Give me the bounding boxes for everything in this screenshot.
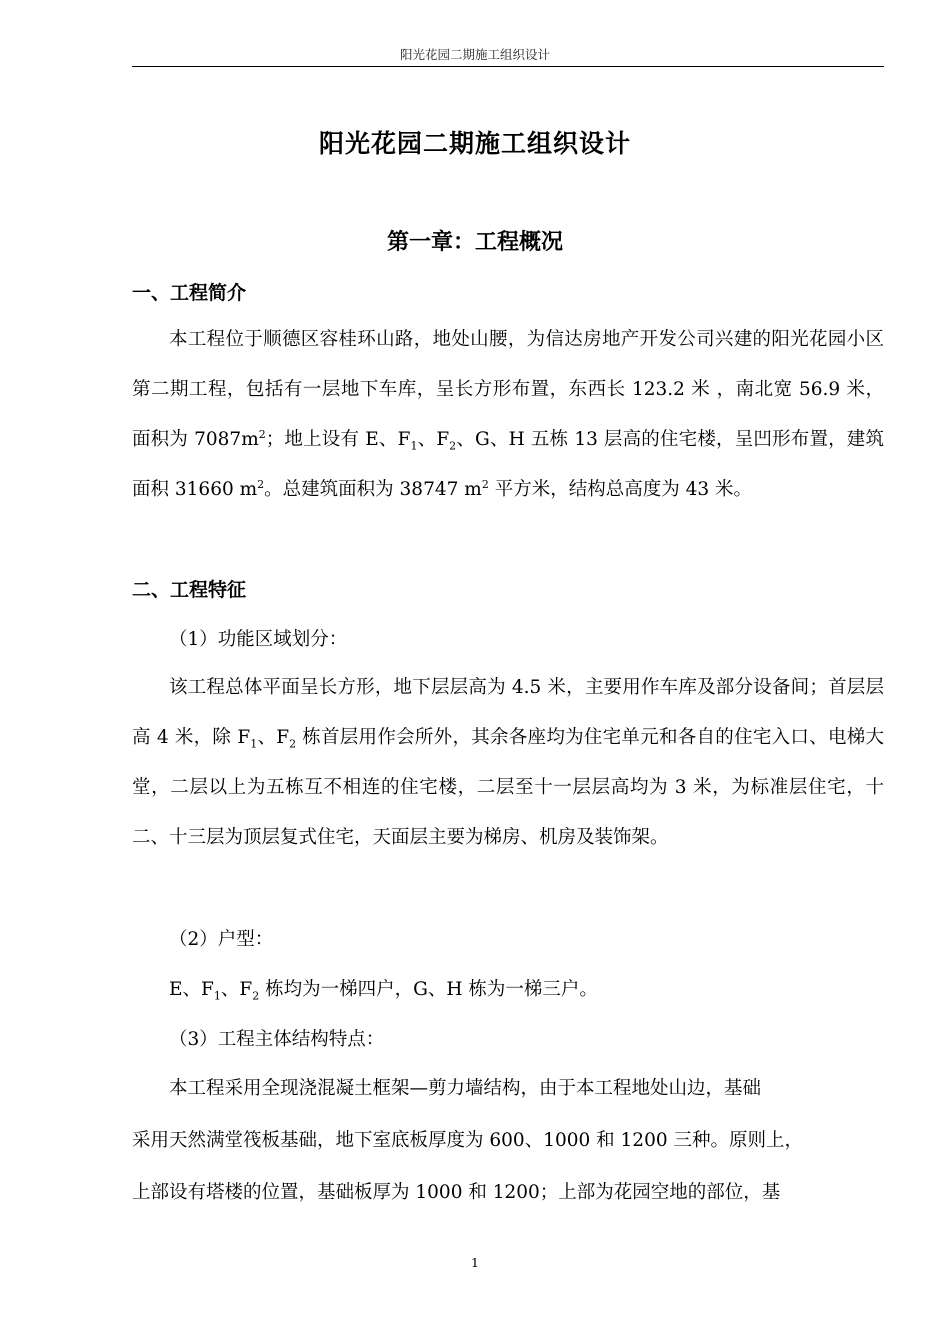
section-heading-2: 二、工程特征 <box>132 579 247 601</box>
unit-type-paragraph: E、$F_1$、$F_2$ 栋均为一梯四户，G、H 栋为一梯三户。 <box>169 979 598 1003</box>
structure-line-3: 上部设有塔楼的位置，基础板厚为 1000 和 1200；上部为花园空地的部位，基 <box>132 1182 781 1203</box>
header-rule <box>132 66 884 67</box>
item-label-structure: （3）工程主体结构特点： <box>169 1029 385 1050</box>
item-label-unit-type: （2）户型： <box>169 929 274 950</box>
function-zones-paragraph: 该工程总体平面呈长方形，地下层层高为 4.5 米，主要用作车库及部分设备间；首层层高 4 米，除 $F_1$、$F_2$ 栋首层用作会所外，其余各座均为住宅单元和各自的住宅入口、电梯大堂，二层以上为五栋互不相连的住宅楼，二层至十一层层高均为 3 米，为标准层住宅，十二、十三层为顶层复式住宅，天面层主要为梯房、机房及装饰架。 <box>132 677 884 848</box>
structure-line-2: 采用天然满堂筏板基础，地下室底板厚度为 600、1000 和 1200 三种。原则上， <box>132 1130 803 1151</box>
chapter-title: 第一章：工程概况 <box>386 229 563 255</box>
section-1-paragraph: 本工程位于顺德区容桂环山路，地处山腰，为信达房地产开发公司兴建的阳光花园小区第二期工程，包括有一层地下车库，呈长方形布置，东西长 123.2 米 ，南北宽 56.9 米，面积为 $7087m^2$；地上设有 E、$F_1$、$F_2$、G、H 五栋 13 层高的住宅楼，呈凹形布置，建筑面积 31660 $m^2$。总建筑面积为 38747 $m^2$ 平方米，结构总高度为 43 米。 <box>132 329 884 500</box>
section-heading-1: 一、工程简介 <box>132 282 247 304</box>
item-label-function-zones: （1）功能区域划分： <box>169 629 348 650</box>
page-number: 1 <box>471 1255 479 1270</box>
document-title: 阳光花园二期施工组织设计 <box>318 129 631 158</box>
structure-line-1: 本工程采用全现浇混凝土框架—剪力墙结构，由于本工程地处山边，基础 <box>169 1078 762 1099</box>
running-header: 阳光花园二期施工组织设计 <box>399 47 550 62</box>
